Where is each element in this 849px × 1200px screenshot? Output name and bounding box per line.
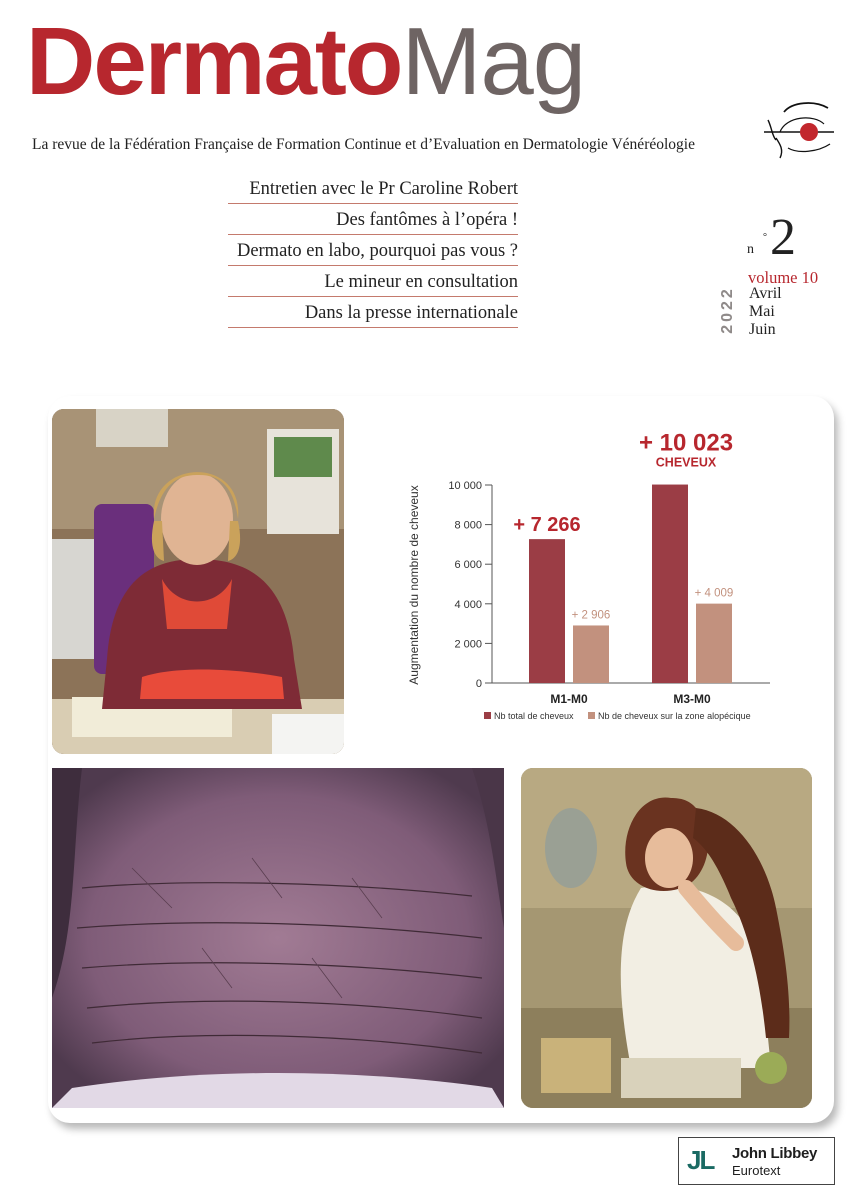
- portrait-photo: [52, 409, 344, 754]
- issue-month: Juin: [749, 321, 776, 338]
- issue-number-prefix: n: [747, 242, 754, 257]
- publisher-logo: [678, 1137, 835, 1185]
- issue-month: Mai: [749, 303, 775, 320]
- x-tick-label: M3-M0: [673, 692, 711, 706]
- bar: [696, 604, 732, 683]
- y-tick-label: 4 000: [454, 598, 482, 611]
- bar: [573, 625, 609, 683]
- bar-value-label: + 2 906: [571, 609, 611, 622]
- issue-year: [713, 282, 743, 338]
- cover-headlines: [210, 176, 518, 331]
- hair-growth-chart: [380, 430, 820, 740]
- y-tick-label: 2 000: [454, 638, 482, 651]
- painting-photo: [521, 768, 812, 1108]
- y-axis-label: Augmentation du nombre de cheveux: [407, 485, 421, 685]
- y-tick-label: 0: [475, 678, 482, 690]
- bar-value-label: + 10 023: [638, 430, 734, 457]
- brand-title-light: Mag: [401, 8, 586, 115]
- legend-label: Nb de cheveux sur la zone alopécique: [598, 711, 751, 721]
- clinical-neck-photo: [52, 768, 504, 1108]
- chart-annotation: CHEVEUX: [655, 455, 717, 470]
- tagline: La revue de la Fédération Française de Formation Continue et d’Evaluation en Dermatologie Vénéréologie: [32, 136, 695, 153]
- bar: [529, 539, 565, 683]
- bar-value-label: + 4 009: [694, 587, 734, 600]
- headline-item[interactable]: Dans la presse internationale: [210, 300, 518, 331]
- headline-item[interactable]: Le mineur en consultation: [210, 269, 518, 300]
- headline-item[interactable]: Dermato en labo, pourquoi pas vous ?: [210, 238, 518, 269]
- issue-volume: volume 10: [748, 268, 819, 287]
- legend-swatch: [484, 712, 491, 719]
- legend-label: Nb total de cheveux: [494, 711, 574, 721]
- headline-item[interactable]: Entretien avec le Pr Caroline Robert: [210, 176, 518, 207]
- headline-item[interactable]: Des fantômes à l’opéra !: [210, 207, 518, 238]
- brand-title-bold: Dermato: [26, 8, 402, 115]
- y-tick-label: 6 000: [454, 559, 482, 572]
- issue-month: Avril: [749, 285, 782, 302]
- federation-logo-icon: [762, 100, 836, 162]
- portrait-image: [52, 409, 344, 754]
- publisher-name: John Libbey: [732, 1145, 818, 1162]
- y-tick-label: 8 000: [454, 519, 482, 532]
- magazine-title: [26, 8, 586, 115]
- clinical-image: [52, 768, 504, 1108]
- publisher-subname: Eurotext: [732, 1163, 781, 1178]
- publisher-mark-icon: JL: [687, 1145, 714, 1175]
- issue-number: 2: [770, 209, 796, 266]
- painting-image: [521, 768, 812, 1108]
- y-tick-label: 10 000: [448, 480, 482, 492]
- issue-year-text: 2022: [719, 286, 736, 334]
- legend-swatch: [588, 712, 595, 719]
- bar-value-label: + 7 266: [513, 514, 581, 537]
- bar: [652, 485, 688, 683]
- x-tick-label: M1-M0: [550, 692, 588, 706]
- issue-number-degree: °: [763, 232, 767, 243]
